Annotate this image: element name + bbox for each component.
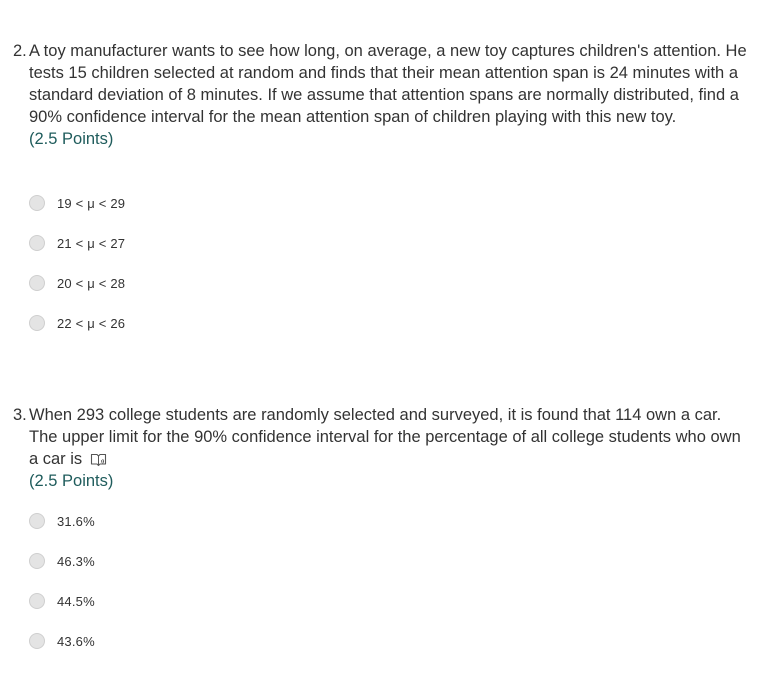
answer-option[interactable]: [29, 232, 125, 254]
answer-option[interactable]: [29, 590, 95, 612]
answer-option[interactable]: [29, 510, 95, 532]
answer-option[interactable]: [29, 312, 125, 334]
radio-button-icon[interactable]: [29, 195, 45, 211]
option-label: 22 < μ < 26: [57, 315, 126, 331]
answer-option[interactable]: [29, 630, 95, 652]
question-text: When 293 college students are randomly selected and surveyed, it is found that 114 own a car. The upper limit for the 90% confidence interval for the percentage of all college students who own a car is: [29, 406, 741, 468]
question-text: A toy manufacturer wants to see how long, on average, a new toy captures children's attention. He tests 15 children selected at random and finds that their mean attention span is 24 minutes with a standard deviation of 8 minutes. If we assume that attention spans are normally distributed, find a 90% confidence interval for the mean attention span of children playing with this new toy.: [29, 42, 747, 126]
option-label: 31.6%: [57, 513, 95, 529]
question-text-block: [29, 404, 751, 492]
option-label: 44.5%: [57, 593, 95, 609]
radio-button-icon[interactable]: [29, 275, 45, 291]
question-points: (2.5 Points): [29, 472, 114, 490]
question-number: 2.: [13, 42, 27, 60]
option-label: 43.6%: [57, 633, 95, 649]
answer-option[interactable]: [29, 272, 125, 294]
option-label: 21 < μ < 27: [57, 235, 126, 251]
radio-button-icon[interactable]: [29, 513, 45, 529]
option-label: 46.3%: [57, 553, 95, 569]
question-text-block: [29, 40, 751, 150]
radio-button-icon[interactable]: [29, 315, 45, 331]
radio-button-icon[interactable]: [29, 633, 45, 649]
question-points: (2.5 Points): [29, 130, 114, 148]
option-label: 19 < μ < 29: [57, 195, 126, 211]
option-label: 20 < μ < 28: [57, 275, 126, 291]
radio-button-icon[interactable]: [29, 235, 45, 251]
immersive-reader-icon[interactable]: [90, 451, 108, 467]
answer-option[interactable]: [29, 550, 95, 572]
question-number: 3.: [13, 406, 27, 424]
answer-option[interactable]: [29, 192, 125, 214]
radio-button-icon[interactable]: [29, 593, 45, 609]
radio-button-icon[interactable]: [29, 553, 45, 569]
